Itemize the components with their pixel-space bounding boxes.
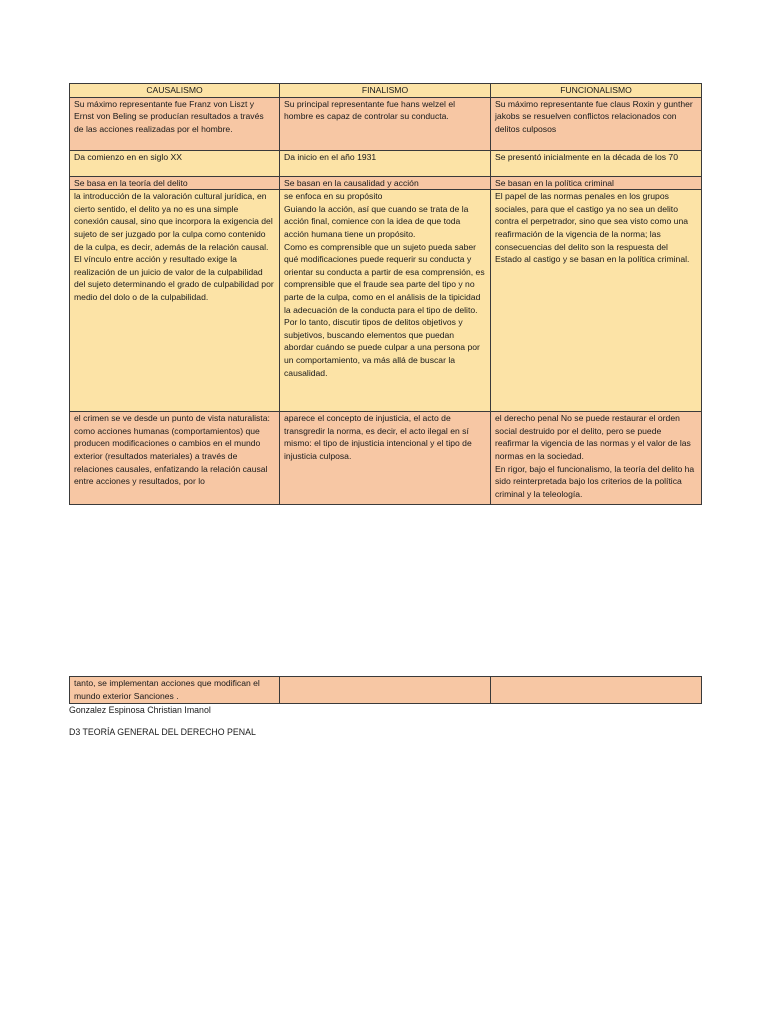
table-cell: tanto, se implementan acciones que modifican el mundo exterior Sanciones . — [70, 677, 280, 704]
table-cell: se enfoca en su propósito Guiando la acción, así que cuando se trata de la acción final, comience con la idea de que toda acción humana tiene un propósito. Como es comprensible que un sujeto pueda saber qué modificaciones puede requerir su conducta y orientar su conducta a partir de esa comprensión, es comprensible que el fraude sea parte del tipo y no parte de la culpa, como en el análisis de la tipicidad la adecuación de la conducta para el tipo de delito. Por lo tanto, discutir tipos de delitos objetivos y subjetivos, buscando elementos que puedan abordar cuándo se puede culpar a una persona por un comportamiento, va más allá de buscar la causalidad. — [280, 190, 491, 412]
table-cell: Da comienzo en en siglo XX — [70, 150, 280, 176]
header-row — [70, 84, 702, 98]
table-cell: El papel de las normas penales en los grupos sociales, para que el castigo ya no sea un delito contra el perpetrador, sino que sea visto como una reafirmación de la vigencia de la norma; las consecuencias del delito son la respuesta del Estado al castigo y se basan en la política criminal. — [491, 190, 702, 412]
table-cell: aparece el concepto de injusticia, el acto de transgredir la norma, es decir, el acto ilegal en sí mismo: el tipo de injusticia intencional y el tipo de injusticia culposa. — [280, 412, 491, 505]
table-cell — [280, 677, 491, 704]
table-cell: el crimen se ve desde un punto de vista naturalista: como acciones humanas (comportamientos) que producen modificaciones o cambios en el mundo exterior (resultados materiales) a través de relaciones causales, enfatizando la relación causal entre acciones y resultados, por lo — [70, 412, 280, 505]
table-cell: Su máximo representante fue claus Roxin y gunther jakobs se resuelven conflictos relacionados con delitos culposos — [491, 97, 702, 150]
table-cell: Se basan en la política criminal — [491, 176, 702, 190]
header-funcionalismo: FUNCIONALISMO — [491, 84, 702, 98]
table-cell: Se presentó inicialmente en la década de los 70 — [491, 150, 702, 176]
table-cell: Se basa en la teoría del delito — [70, 176, 280, 190]
table-cell: la introducción de la valoración cultural jurídica, en cierto sentido, el delito ya no es una simple conexión causal, sino que incorpora la exigencia del sujeto de ser juzgado por la culpa como contenido de la culpa, es decir, además de la relación causal. El vínculo entre acción y resultado exige la realización de un juicio de valor de la culpabilidad del sujeto determinando el grado de culpabilidad por medio del dolo o de la culpabilidad. — [70, 190, 280, 412]
header-finalismo: FINALISMO — [280, 84, 491, 98]
table-row — [70, 412, 702, 505]
table-row — [70, 97, 702, 150]
table-cell: Da inicio en el año 1931 — [280, 150, 491, 176]
continuation-table — [69, 676, 702, 704]
table-cell: Su principal representante fue hans welzel el hombre es capaz de controlar su conducta. — [280, 97, 491, 150]
table-cell: Se basan en la causalidad y acción — [280, 176, 491, 190]
table-cell: Su máximo representante fue Franz von Liszt y Ernst von Beling se producían resultados a través de las acciones realizadas por el hombre. — [70, 97, 280, 150]
table-row — [70, 176, 702, 190]
header-causalismo: CAUSALISMO — [70, 84, 280, 98]
table-row — [70, 190, 702, 412]
table-row — [70, 150, 702, 176]
author-name: Gonzalez Espinosa Christian Imanol — [69, 705, 211, 715]
table-cell — [491, 677, 702, 704]
table-row — [70, 677, 702, 704]
course-title: D3 TEORÍA GENERAL DEL DERECHO PENAL — [69, 727, 256, 737]
table-cell: el derecho penal No se puede restaurar el orden social destruido por el delito, pero se puede reafirmar la vigencia de las normas y el valor de las normas en la sociedad. En rigor, bajo el funcionalismo, la teoría del delito ha sido reinterpretada bajo los criterios de la política criminal y la teleología. — [491, 412, 702, 505]
comparison-table — [69, 83, 702, 505]
